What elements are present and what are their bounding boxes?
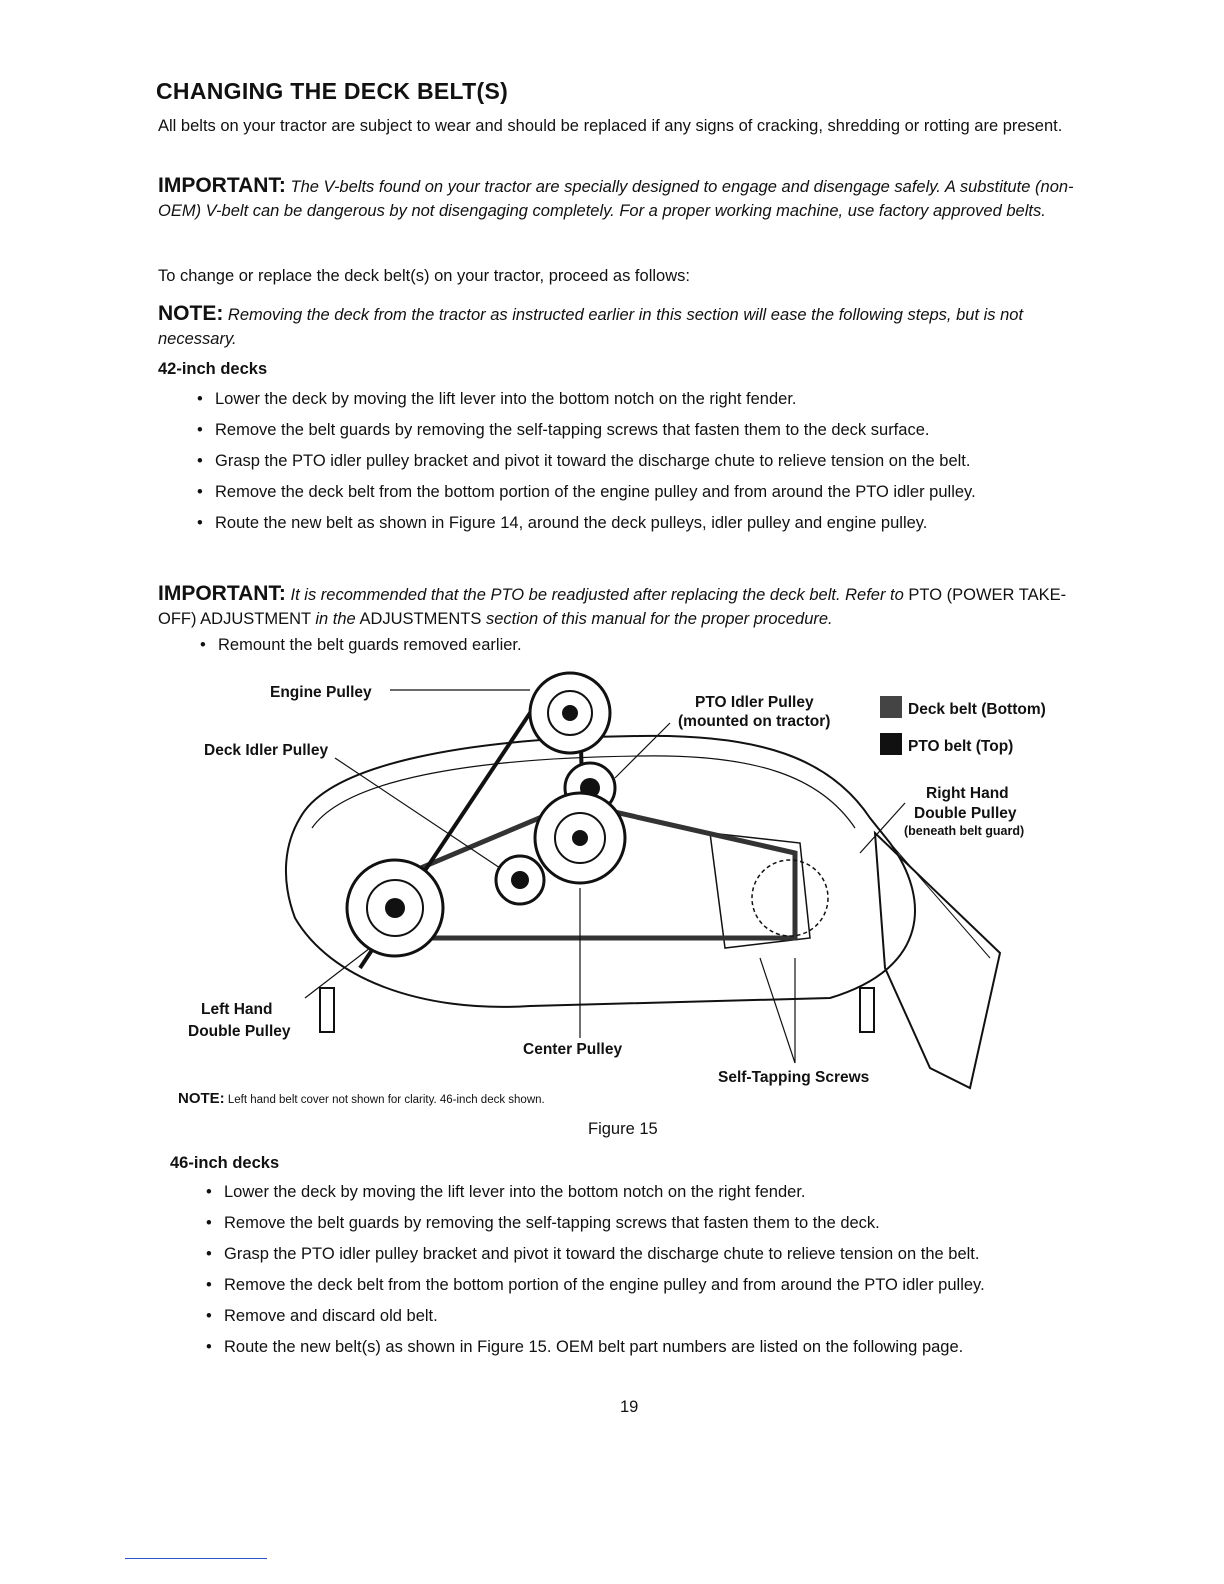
legend-deck-belt: Deck belt (Bottom) [880, 696, 1046, 719]
list-item: • Grasp the PTO idler pulley bracket and pivot it toward the discharge chute to relieve tension on the belt. [206, 1245, 980, 1263]
label-center-pulley: Center Pulley [523, 1041, 623, 1058]
section-42-steps [197, 388, 1077, 543]
list-item: • Remove the belt guards by removing the self-tapping screws that fasten them to the deck. [206, 1214, 880, 1232]
list-item: • Remove the deck belt from the bottom portion of the engine pulley and from around the PTO idler pulley. [206, 1276, 985, 1294]
label-right-hand-2: Double Pulley [914, 805, 1017, 822]
list-item: • Route the new belt(s) as shown in Figure 15. OEM belt part numbers are listed on the following page. [206, 1338, 964, 1356]
important-note-2: IMPORTANT: It is recommended that the PTO be readjusted after replacing the deck belt. Refer to PTO (POWER TAKE-OFF) ADJUSTMENT in the ADJUSTMENTS section of this manual for the proper procedure. [158, 582, 1067, 628]
note-1 [158, 302, 1078, 351]
list-item: • Remove the deck belt from the bottom portion of the engine pulley and from around the PTO idler pulley. [197, 483, 976, 501]
figure-15 [170, 668, 1090, 1118]
label-engine-pulley: Engine Pulley [270, 684, 372, 701]
label-left-hand-1: Left Hand [201, 1001, 273, 1018]
legend-swatch-pto [880, 733, 902, 755]
page-title: CHANGING THE DECK BELT(S) [156, 78, 509, 104]
note-lead: NOTE: [158, 302, 224, 325]
label-pto-idler-pulley: PTO Idler Pulley [695, 694, 814, 711]
list-item: • Lower the deck by moving the lift lever into the bottom notch on the right fender. [206, 1183, 806, 1201]
engine-pulley-icon [530, 673, 610, 753]
section-42-heading: 42-inch decks [158, 360, 268, 378]
section-46-steps [206, 1181, 1076, 1367]
intro-paragraph: All belts on your tractor are subject to wear and should be replaced if any signs of cracking, shredding or rotting are present. [158, 117, 1063, 135]
left-hand-pulley-icon [347, 860, 443, 956]
page-number: 19 [620, 1398, 639, 1416]
procedure-intro: To change or replace the deck belt(s) on your tractor, proceed as follows: [158, 267, 690, 285]
list-item: • Lower the deck by moving the lift lever into the bottom notch on the right fender. [197, 390, 797, 408]
center-pulley-icon [535, 793, 625, 883]
important-lead: IMPORTANT: [158, 582, 286, 605]
note-text: Removing the deck from the tractor as instructed earlier in this section will ease the following steps, but is not necessary. [158, 306, 1024, 348]
label-pto-idler-mounted: (mounted on tractor) [678, 713, 831, 730]
label-right-hand-1: Right Hand [926, 785, 1009, 802]
right-wheel [860, 988, 874, 1032]
legend-swatch-deck [880, 696, 902, 718]
list-item: • Remount the belt guards removed earlier. [200, 636, 522, 654]
discharge-chute [875, 833, 1000, 1088]
deck-idler-pulley-icon [496, 856, 544, 904]
remount-step [200, 634, 1060, 665]
label-right-hand-3: (beneath belt guard) [904, 824, 1025, 838]
list-item: • Remove and discard old belt. [206, 1307, 438, 1325]
important-lead: IMPORTANT: [158, 174, 286, 197]
figure-note-text: Left hand belt cover not shown for clarity. 46-inch deck shown. [227, 1094, 545, 1106]
important-text: The V-belts found on your tractor are specially designed to engage and disengage safely. A substitute (non-OEM) V-belt can be dangerous by not disengaging completely. For a proper working machine, use factory approved belts. [158, 178, 1074, 220]
right-hand-pulley-icon [752, 860, 828, 936]
list-item: • Remove the belt guards by removing the self-tapping screws that fasten them to the deck surface. [197, 421, 930, 439]
figure-note [178, 1090, 545, 1107]
list-item: • Route the new belt as shown in Figure 14, around the deck pulleys, idler pulley and engine pulley. [197, 514, 928, 532]
figure-caption: Figure 15 [588, 1120, 658, 1138]
section-46-heading: 46-inch decks [170, 1154, 280, 1172]
left-wheel [320, 988, 334, 1032]
figure-note-lead: NOTE: [178, 1090, 225, 1107]
important-note-1 [158, 174, 1078, 223]
list-item: • Grasp the PTO idler pulley bracket and pivot it toward the discharge chute to relieve tension on the belt. [197, 452, 971, 470]
label-left-hand-2: Double Pulley [188, 1023, 291, 1040]
label-deck-idler-pulley: Deck Idler Pulley [204, 742, 329, 759]
label-self-tapping-screws: Self-Tapping Screws [718, 1069, 870, 1086]
footer-rule [125, 1558, 267, 1559]
legend-pto-belt: PTO belt (Top) [880, 733, 1013, 756]
